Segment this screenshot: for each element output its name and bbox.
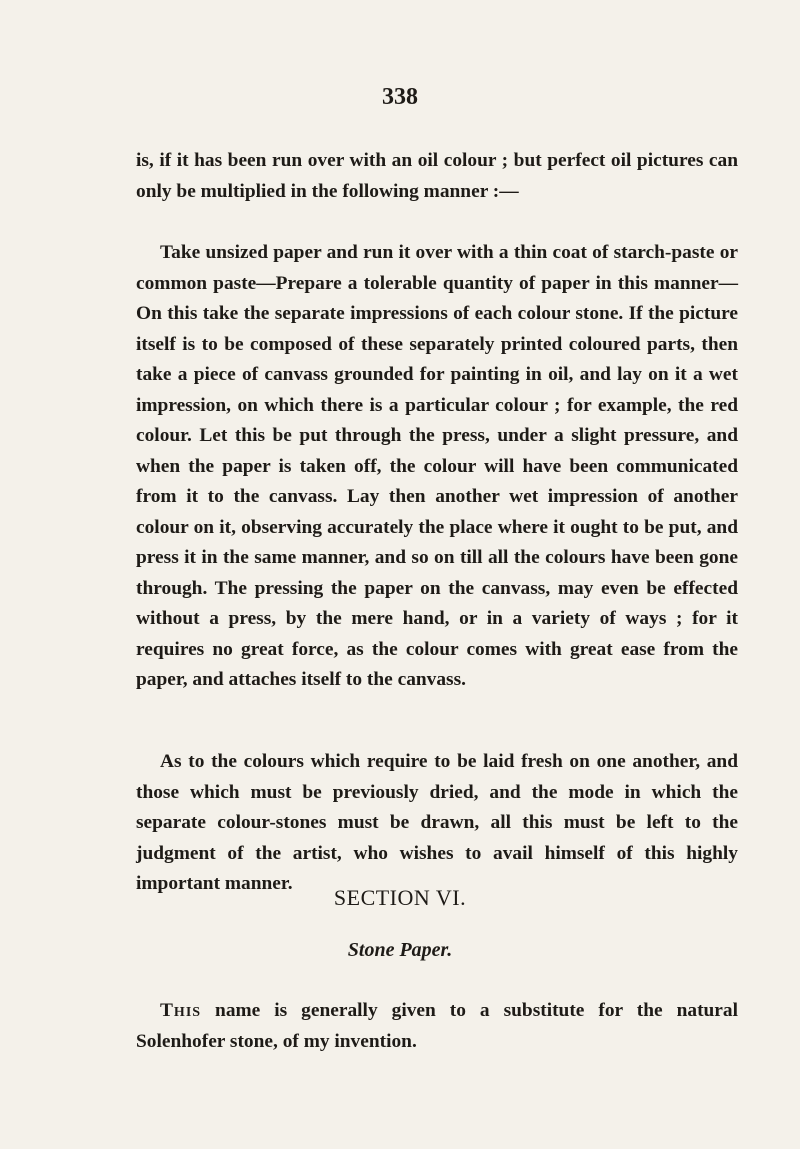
paragraph-process — [136, 238, 738, 696]
page-number: 338 — [382, 84, 418, 110]
paragraph-text: As to the colours which require to be laid fresh on one another, and those which must be previously dried, and the mode in which the separate colour-stones must be drawn, all this must be left to the judgment of the artist, who wishes to avail himself of this highly important manner. — [136, 751, 738, 894]
paragraph-rest: name is generally given to a substitute for the natural Solenhofer stone, of my invention. — [136, 1000, 738, 1052]
paragraph-stone-paper — [136, 996, 738, 1057]
section-heading: SECTION VI. — [333, 885, 467, 910]
paragraph-continuation — [136, 146, 738, 207]
paragraph-text — [136, 996, 738, 1057]
section-subtitle: Stone Paper. — [347, 939, 453, 961]
lead-word: This — [160, 1000, 202, 1021]
paragraph-colours — [136, 747, 738, 900]
paragraph-text: is, if it has been run over with an oil colour ; but perfect oil pictures can only be multiplied in the following manner :— — [136, 150, 738, 202]
paragraph-text: Take unsized paper and run it over with a thin coat of starch-paste or common paste—Prepare a tolerable quantity of paper in this manner—On this take the separate impressions of each colour stone. If the picture itself is to be composed of these separately printed coloured parts, then take a piece of canvass grounded for painting in oil, and lay on it a wet impression, on which there is a particular colour ; for example, the red colour. Let this be put through the press, under a slight pressure, and when the paper is taken off, the colour will have been communicated from it to the canvass. Lay then another wet impression of another colour on it, observing accurately the place where it ought to be put, and press it in the same manner, and so on till all the colours have been gone through. The pressing the paper on the canvass, may even be effected without a press, by the mere hand, or in a variety of ways ; for it requires no great force, as the colour comes with great ease from the paper, and attaches itself to the canvass. — [136, 242, 738, 690]
